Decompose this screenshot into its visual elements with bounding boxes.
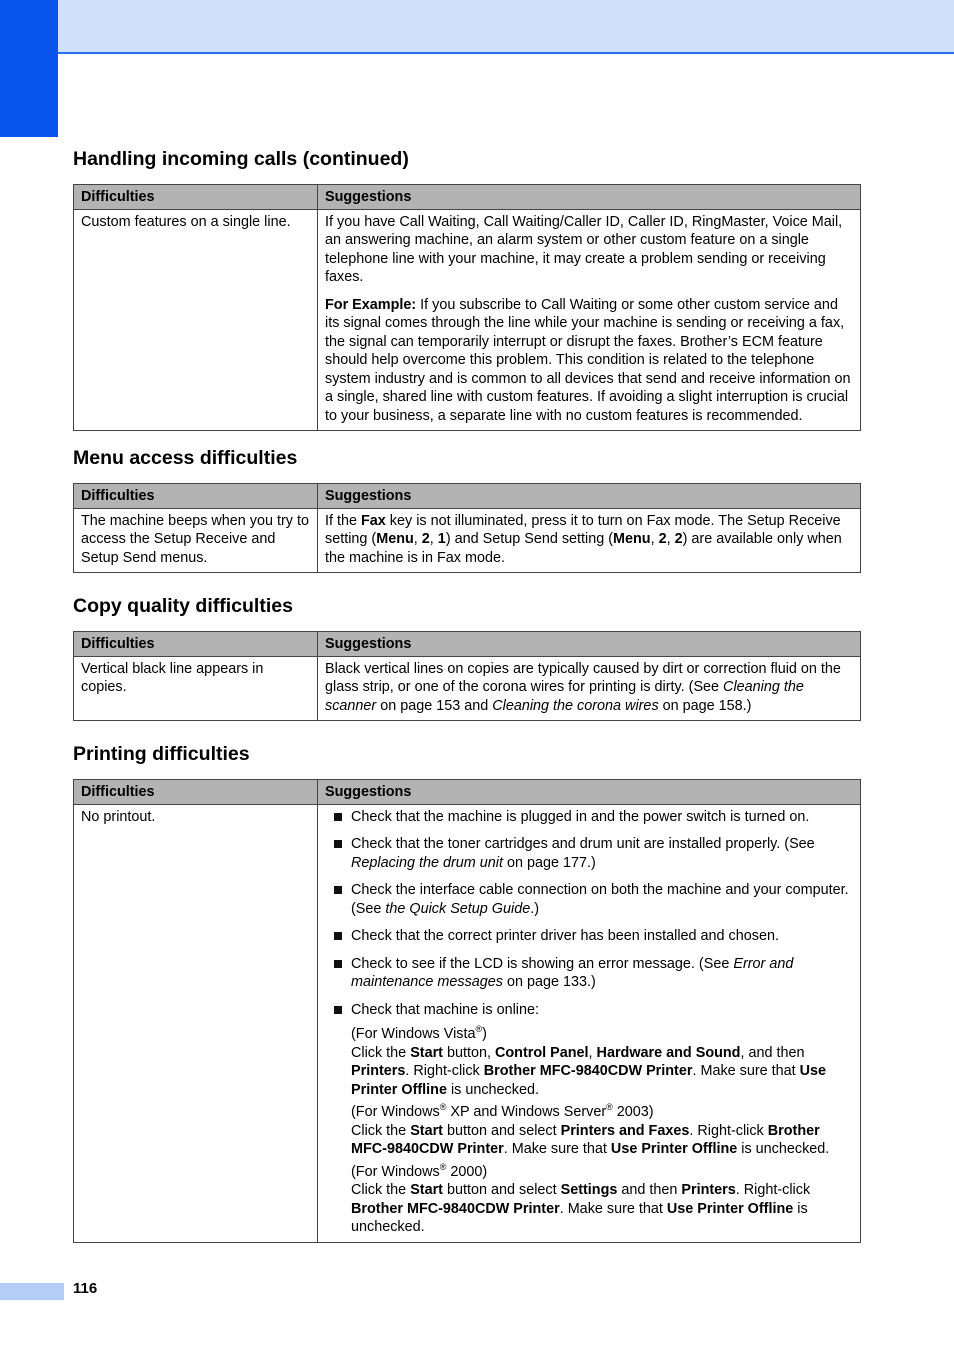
column-header-suggestions: Suggestions xyxy=(318,632,861,657)
table-header-row xyxy=(74,780,861,805)
suggestion-paragraph: If you have Call Waiting, Call Waiting/Caller ID, Caller ID, RingMaster, Voice Mail, an answering machine, an alarm system or other custom feature on a single telephone line with your machine, it may create a problem sending or receiving faxes. xyxy=(325,213,843,285)
text: ) xyxy=(482,1026,487,1042)
difficulty-cell: The machine beeps when you try to access the Setup Receive and Setup Send menus. xyxy=(74,508,318,573)
text: If the xyxy=(325,512,361,529)
example-paragraph xyxy=(325,296,853,426)
list-item xyxy=(325,835,853,872)
table-header-row xyxy=(74,632,861,657)
column-header-difficulties: Difficulties xyxy=(74,632,318,657)
text: . Make sure that xyxy=(559,1200,667,1217)
text: . Make sure that xyxy=(692,1063,800,1079)
text: on page 177.) xyxy=(503,854,596,871)
ui-term: Control Panel xyxy=(495,1044,589,1061)
cross-reference: Cleaning the scanner xyxy=(325,679,804,714)
incoming-calls-table xyxy=(73,184,861,431)
cross-reference: Replacing the drum unit xyxy=(351,854,503,871)
suggestion-list xyxy=(325,808,853,1237)
text: , xyxy=(429,531,438,547)
column-header-difficulties: Difficulties xyxy=(74,780,318,805)
suggestion-cell xyxy=(318,804,861,1242)
text: is unchecked. xyxy=(351,1200,808,1235)
ui-term: Brother MFC-9840CDW Printer xyxy=(483,1063,693,1079)
table-row xyxy=(74,804,861,1242)
table-row xyxy=(74,209,861,431)
registered-mark: ® xyxy=(606,1102,613,1113)
section-title-printing: Printing difficulties xyxy=(73,743,250,765)
ui-term: Printers and Faxes xyxy=(560,1122,690,1139)
cross-reference: Cleaning the corona wires xyxy=(492,697,659,714)
fax-key: Fax xyxy=(361,512,386,529)
list-item: Check that the machine is plugged in and the power switch is turned on. xyxy=(325,808,853,827)
text: Click the xyxy=(351,1122,411,1139)
registered-mark: ® xyxy=(475,1024,483,1035)
text: Check the interface cable connection on both the machine and your computer. (See xyxy=(351,882,849,917)
difficulty-cell: Custom features on a single line. xyxy=(74,209,318,431)
header-band xyxy=(0,0,954,54)
os-steps-xp xyxy=(351,1122,853,1159)
chapter-tab xyxy=(0,0,58,137)
text: , xyxy=(650,531,659,547)
key-2: 2 xyxy=(674,531,683,547)
text: 2000) xyxy=(446,1163,488,1180)
printing-table xyxy=(73,779,861,1243)
text: 2003) xyxy=(612,1104,654,1120)
difficulty-cell: Vertical black line appears in copies. xyxy=(74,656,318,721)
text: on page 153 and xyxy=(376,697,493,714)
ui-term: Use Printer Offline xyxy=(610,1141,738,1157)
column-header-suggestions: Suggestions xyxy=(318,484,861,509)
text: (For Windows xyxy=(351,1163,440,1180)
os-heading-vista xyxy=(351,1025,853,1044)
text: , xyxy=(588,1044,597,1061)
text: button, xyxy=(442,1044,495,1061)
section-title-menu-access: Menu access difficulties xyxy=(73,447,298,469)
ui-term: Printers xyxy=(351,1063,406,1079)
text: Click the xyxy=(351,1182,411,1198)
table-header-row xyxy=(74,484,861,509)
ui-term: Start xyxy=(410,1122,443,1139)
text: Check that machine is online: xyxy=(351,1001,539,1018)
section-title-incoming-calls: Handling incoming calls (continued) xyxy=(73,148,409,170)
page-number: 116 xyxy=(73,1280,98,1297)
text: key is not illuminated, press it to turn on Fax mode. The Setup Receive setting ( xyxy=(325,512,841,547)
text: . Right-click xyxy=(689,1122,768,1139)
os-steps-2000 xyxy=(351,1181,853,1237)
difficulty-cell: No printout. xyxy=(74,804,318,1242)
copy-quality-table xyxy=(73,631,861,721)
text: Black vertical lines on copies are typically caused by dirt or correction fluid on the glass strip, or one of the corona wires for printing is dirty. (See xyxy=(325,660,841,695)
text: is unchecked. xyxy=(446,1081,539,1098)
text: , xyxy=(413,531,422,547)
example-label: For Example: xyxy=(325,296,417,313)
text: ) are available only when the machine is in Fax mode. xyxy=(325,531,842,566)
ui-term: Use Printer Offline xyxy=(351,1063,827,1098)
cross-reference: Error and maintenance messages xyxy=(351,955,794,990)
ui-term: Printers xyxy=(681,1182,736,1198)
footer-tab xyxy=(0,1283,64,1300)
ui-term: Start xyxy=(410,1182,443,1198)
cross-reference: the Quick Setup Guide xyxy=(385,900,531,917)
list-item xyxy=(325,881,853,918)
text: is unchecked. xyxy=(737,1141,830,1157)
column-header-difficulties: Difficulties xyxy=(74,484,318,509)
list-item xyxy=(325,1001,853,1237)
text: on page 158.) xyxy=(658,697,752,714)
text: , xyxy=(666,531,675,547)
list-item xyxy=(325,955,853,992)
registered-mark: ® xyxy=(439,1161,447,1172)
text: .) xyxy=(530,900,539,917)
key-2: 2 xyxy=(658,531,667,547)
text: . Make sure that xyxy=(503,1141,611,1157)
ui-term: Brother MFC-9840CDW Printer xyxy=(351,1122,820,1157)
text: on page 133.) xyxy=(503,974,596,990)
text: Check that the toner cartridges and drum unit are installed properly. (See xyxy=(351,836,815,852)
section-title-copy-quality: Copy quality difficulties xyxy=(73,595,293,617)
text: . Right-click xyxy=(735,1182,811,1198)
key-menu: Menu xyxy=(613,531,651,547)
key-menu: Menu xyxy=(376,531,414,547)
os-heading-xp xyxy=(351,1103,853,1122)
table-row xyxy=(74,656,861,721)
text: , and then xyxy=(740,1044,805,1061)
suggestion-cell xyxy=(318,209,861,431)
key-1: 1 xyxy=(437,531,446,547)
suggestion-cell xyxy=(318,656,861,721)
table-row xyxy=(74,508,861,573)
menu-access-table xyxy=(73,483,861,573)
text: XP and Windows Server xyxy=(446,1104,607,1120)
os-steps-vista xyxy=(351,1044,853,1100)
ui-term: Start xyxy=(410,1044,443,1061)
text: Click the xyxy=(351,1044,411,1061)
key-2: 2 xyxy=(421,531,430,547)
ui-term: Use Printer Offline xyxy=(666,1200,794,1217)
os-heading-2000 xyxy=(351,1163,853,1182)
example-text: If you subscribe to Call Waiting or some other custom service and its signal comes through the line while your machine is sending or receiving a fax, the signal can temporarily interrupt or disrupt the faxes. Brother’s ECM feature should help overcome this problem. This condition is related to the telephone system industry and is common to all devices that send and receive information on a single, shared line with custom features. If avoiding a slight interruption is crucial to your business, a separate line with no custom features is recommended. xyxy=(325,296,851,424)
text: and then xyxy=(617,1182,682,1198)
ui-term: Brother MFC-9840CDW Printer xyxy=(351,1200,560,1217)
column-header-difficulties: Difficulties xyxy=(74,185,318,210)
text: . Right-click xyxy=(405,1063,484,1079)
text: button and select xyxy=(442,1182,561,1198)
column-header-suggestions: Suggestions xyxy=(318,185,861,210)
text: Check to see if the LCD is showing an error message. (See xyxy=(351,955,734,972)
text: button and select xyxy=(442,1122,561,1139)
table-header-row xyxy=(74,185,861,210)
suggestion-cell xyxy=(318,508,861,573)
list-item: Check that the correct printer driver has been installed and chosen. xyxy=(325,927,853,946)
os-instructions xyxy=(351,1025,853,1237)
text: (For Windows xyxy=(351,1104,440,1120)
column-header-suggestions: Suggestions xyxy=(318,780,861,805)
registered-mark: ® xyxy=(439,1102,447,1113)
ui-term: Settings xyxy=(560,1182,618,1198)
ui-term: Hardware and Sound xyxy=(596,1044,741,1061)
text: (For Windows Vista xyxy=(351,1026,476,1042)
text: ) and Setup Send setting ( xyxy=(445,531,614,547)
